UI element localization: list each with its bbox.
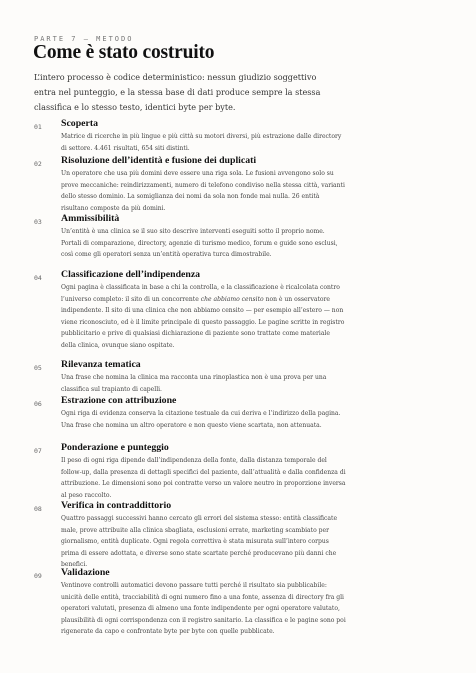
- step-body: Ventinove controlli automatici devono passare tutti perché il risultato sia pubblicabile: unicità delle entità, tracciabilità di ogni numero fino a una fonte, assenza di directory fra gli operatori valutati, presenza di almeno una fonte indipendente per ogni operatore valutato, plausibilità di ogni corrispondenza con il registro sanitario. La classifica e le pagine sono poi rigenerate da capo e confrontate byte per byte con quelle pubblicate.: [61, 582, 346, 635]
- step-number: 08: [34, 505, 42, 513]
- step-title: Scoperta: [61, 118, 99, 129]
- step-body: Il peso di ogni riga dipende dall’indipendenza della fonte, dalla distanza temporale del follow-up, dalla presenza di dettagli specifici del paziente, dall’attualità e dalla confidenza di attribuzione. Le dimensioni sono poi contratte verso un valore neutro in proporzione inversa al peso raccolto.: [61, 457, 346, 499]
- step-body: Un operatore che usa più domini deve essere una riga sola. Le fusioni avvengono solo su prove meccaniche: reindirizzamenti, numero di telefono condiviso nella stessa città, varianti dello stesso dominio. La somiglianza dei nomi da sola non fonde mai nulla. 26 entità risultano composte da più domini.: [61, 170, 345, 212]
- step-number: 03: [34, 218, 42, 226]
- step-title: Ammissibilità: [61, 213, 120, 224]
- step-body: [61, 282, 346, 351]
- step-number: 09: [34, 572, 42, 580]
- step-title: Classificazione dell’indipendenza: [61, 269, 201, 280]
- step-body-emphasis: che abbiamo censito: [200, 295, 264, 303]
- step-title: Rilevanza tematica: [61, 359, 141, 370]
- step-number: 07: [34, 447, 42, 455]
- step-title: Validazione: [61, 567, 110, 578]
- page-title: Come è stato costruito: [33, 42, 215, 63]
- intro-paragraph: L’intero processo è codice deterministico: nessun giudizio soggettivo entra nel punteggio, e la stessa base di dati produce sempre la stessa classifica e lo stesso testo, identici byte per byte.: [34, 72, 321, 112]
- step-body: Un’entità è una clinica se il suo sito descrive interventi eseguiti sotto il proprio nome. Portali di comparazione, directory, agenzie di turismo medico, forum e guide sono esclusi, così come gli operatori senza un’entità operativa turca dimostrabile.: [61, 228, 338, 258]
- step-title: Ponderazione e punteggio: [61, 442, 169, 453]
- step-body: Quattro passaggi successivi hanno cercato gli errori del sistema stesso: entità classificate male, prove attribuite alla clinica sbagliata, esclusioni errate, marketing scambiato per giornalismo, entità duplicate. Ogni regola correttiva è stata misurata sull’intero corpus prima di essere adottata, e diverse sono state scartate perché producevano più danni che benefici.: [61, 515, 338, 568]
- step-body: Una frase che nomina la clinica ma racconta una rinoplastica non è una prova per una classifica sul trapianto di capelli.: [61, 374, 327, 393]
- step-number: 06: [34, 400, 42, 408]
- step-number: 01: [34, 123, 42, 131]
- step-number: 04: [34, 274, 42, 282]
- step-body: Matrice di ricerche in più lingue e più città su motori diversi, più estrazione dalle directory di settore. 4.461 risultati, 654 siti distinti.: [61, 133, 342, 152]
- step-number: 02: [34, 160, 42, 168]
- step-number: 05: [34, 364, 42, 372]
- step-body: Ogni riga di evidenza conserva la citazione testuale da cui deriva e l’indirizzo della pagina. Una frase che nomina un altro operatore e non questo viene scartata, non attenuata.: [61, 410, 341, 429]
- step-body-text: Ogni pagina è classificata in base a chi la controlla, e la classificazione è ricalcolata contro l’universo completo: il sito di un concorrente: [61, 284, 340, 303]
- section-kicker: PARTE 7 — METODO: [34, 35, 134, 43]
- step-title: Verifica in contraddittorio: [61, 500, 172, 511]
- step-title: Estrazione con attribuzione: [61, 395, 177, 406]
- step-title: Risoluzione dell’identità e fusione dei duplicati: [61, 155, 257, 166]
- step-body-text: non è un osservatore indipendente. Il sito di una clinica che non abbiamo censito — per esempio all’estero — non viene riconosciuto, ed è il limite principale di questo passaggio. Le pagine scritte in registro pubblicitario e prive di qualsiasi dichiarazione di paziente sono trattate come materiale della clinica, ovunque siano ospitate.: [61, 295, 345, 349]
